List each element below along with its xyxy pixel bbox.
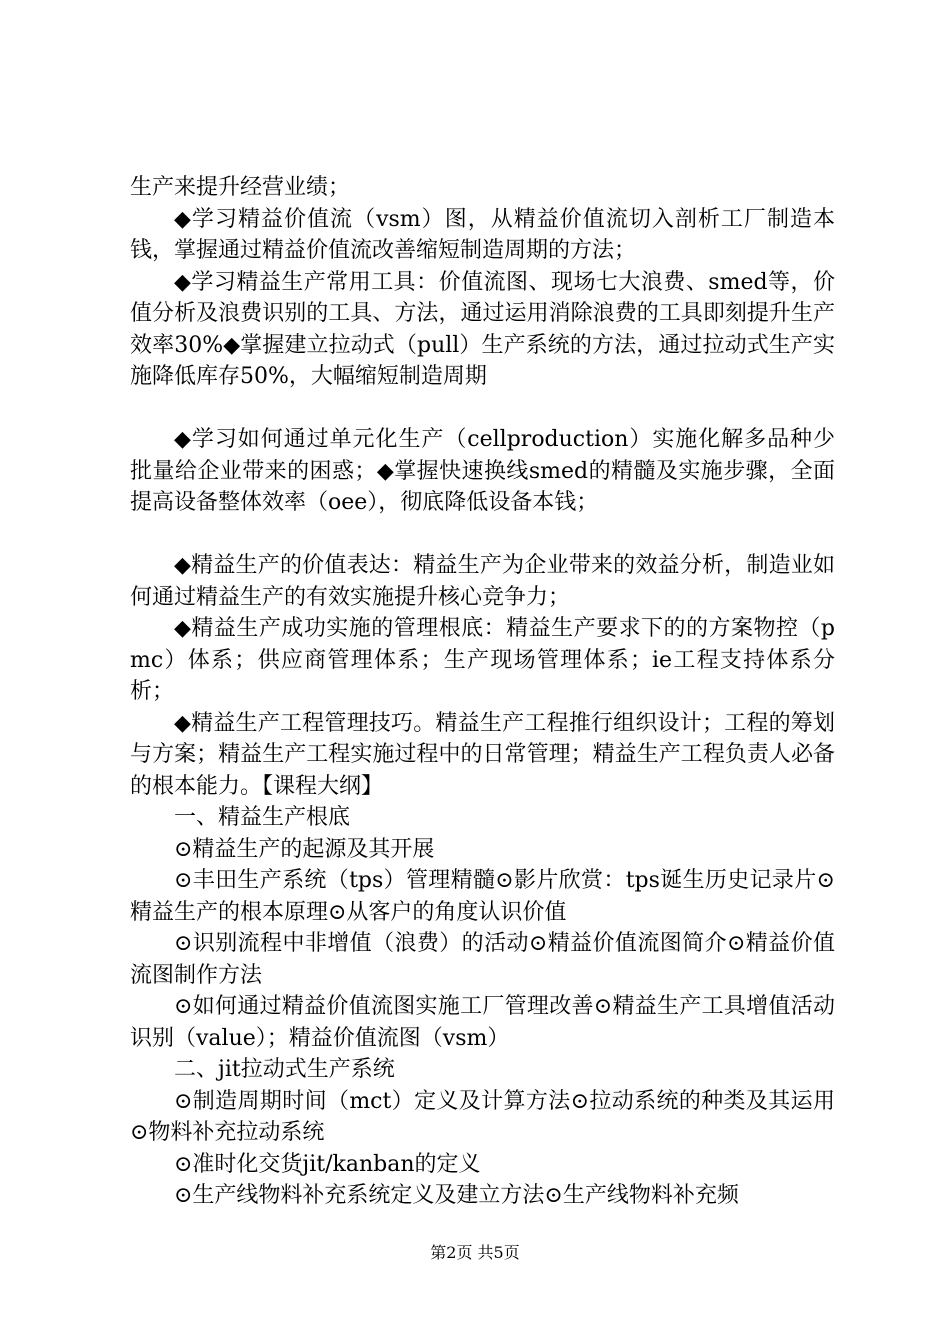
paragraph: ◆学习精益价值流（vsm）图，从精益价值流切入剖析工厂制造本钱，掌握通过精益价值流改善缩短制造周期的方法；: [130, 206, 835, 263]
paragraph: ◆学习精益生产常用工具：价值流图、现场七大浪费、smed等，价值分析及浪费识别的工具、方法，通过运用消除浪费的工具即刻提升生产效率30%◆掌握建立拉动式（pull）生产系统的方法，通过拉动式生产实施降低库存50%，大幅缩短制造周期: [130, 269, 835, 389]
paragraph: ⊙准时化交货jit/kanban的定义: [174, 1151, 481, 1177]
paragraph: ⊙如何通过精益价值流图实施工厂管理改善⊙精益生产工具增值活动识别（value）；精益价值流图（vsm）: [130, 994, 835, 1051]
paragraph-gap: [130, 519, 835, 551]
paragraph: 生产来提升经营业绩；: [130, 175, 351, 200]
paragraph-gap: [130, 393, 835, 425]
paragraph: ◆精益生产成功实施的管理根底：精益生产要求下的的方案物控（pmc）体系；供应商管理体系；生产现场管理体系；ie工程支持体系分析；: [130, 616, 835, 704]
paragraph: ⊙丰田生产系统（tps）管理精髓⊙影片欣赏：tps诞生历史记录片⊙精益生产的根本原理⊙从客户的角度认识价值: [130, 868, 835, 925]
document-body: [130, 172, 835, 1212]
paragraph: ◆学习如何通过单元化生产（cellproduction）实施化解多品种少批量给企业带来的困惑；◆掌握快速换线smed的精髓及实施步骤，全面提高设备整体效率（oee），彻底降低设备本钱；: [130, 427, 835, 515]
page-footer: 第2页 共5页: [430, 1243, 520, 1262]
paragraph: 一、精益生产根底: [174, 805, 351, 830]
paragraph: ⊙精益生产的起源及其开展: [174, 836, 435, 862]
paragraph: ⊙识别流程中非增值（浪费）的活动⊙精益价值流图简介⊙精益价值流图制作方法: [130, 931, 835, 988]
paragraph: ◆精益生产工程管理技巧。精益生产工程推行组织设计；工程的筹划与方案；精益生产工程实施过程中的日常管理；精益生产工程负责人必备的根本能力。【课程大纲】: [130, 710, 835, 799]
paragraph: ⊙制造周期时间（mct）定义及计算方法⊙拉动系统的种类及其运用⊙物料补充拉动系统: [130, 1088, 835, 1145]
paragraph: ◆精益生产的价值表达：精益生产为企业带来的效益分析，制造业如何通过精益生产的有效实施提升核心竞争力；: [130, 553, 835, 610]
paragraph: 二、jit拉动式生产系统: [174, 1057, 395, 1082]
paragraph: ⊙生产线物料补充系统定义及建立方法⊙生产线物料补充频: [174, 1183, 739, 1208]
